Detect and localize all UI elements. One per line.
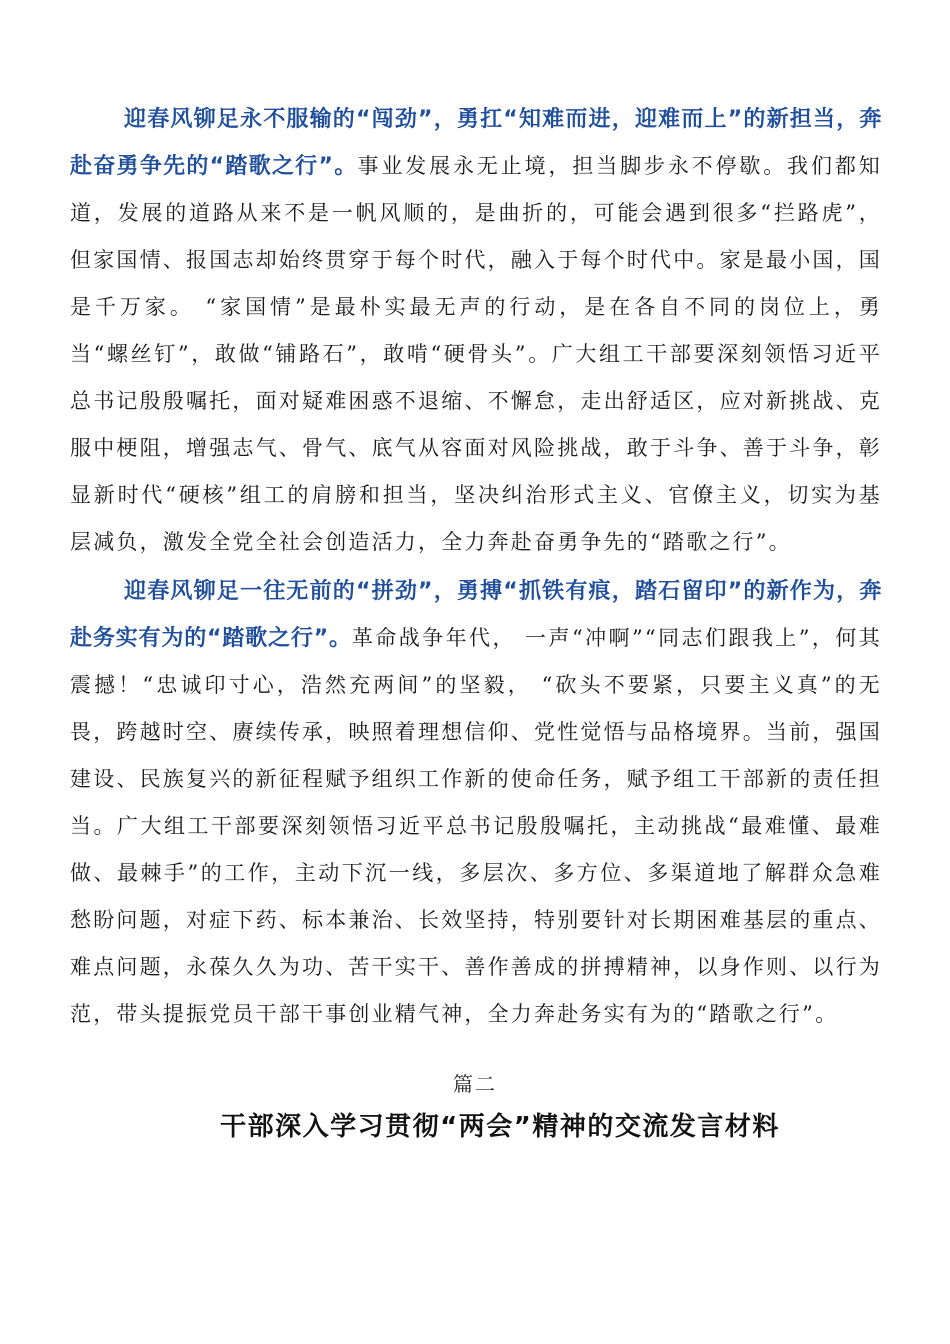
- paragraph-1-body: 事业发展永无止境，担当脚步永不停歇。我们都知道，发展的道路从来不是一帆风顺的，是曲折的，可能会遇到很多“拦路虎”，但家国情、报国志却始终贯穿于每个时代，融入于每个时代中。家是最小国，国是千万家。 “家国情”是最朴实最无声的行动，是在各自不同的岗位上，勇当“螺丝钉”，敢做“铺路石”，敢啃“硬骨头”。广大组工干部要深刻领悟习近平总书记殷殷嘱托，面对疑难困惑不退缩、不懈怠，走出舒适区，应对新挑战、克服中梗阻，增强志气、骨气、底气从容面对风险挑战，敢于斗争、善于斗争，彰显新时代“硬核”组工的肩膀和担当，坚决纠治形式主义、官僚主义，切实为基层减负，激发全党全社会创造活力，全力奔赴奋勇争先的“踏歌之行”。: [70, 154, 882, 554]
- document-title: 干部深入学习贯彻“两会”精神的交流发言材料: [220, 1112, 780, 1142]
- section-label: 篇二: [453, 1072, 497, 1096]
- paragraph-1-lead: 迎春风铆足永不服输的“闯劲”，勇扛“知难而进，迎难而上”的新担当，奔赴奋勇争先的“踏歌之行”。: [70, 107, 882, 179]
- paragraph-2: [70, 568, 882, 1038]
- paragraph-1: [70, 96, 882, 566]
- paragraph-2-lead: 迎春风铆足一往无前的“拼劲”，勇搏“抓铁有痕，踏石留印”的新作为，奔赴务实有为的“踏歌之行”。: [70, 579, 882, 651]
- document-body: [70, 96, 882, 1038]
- paragraph-2-body: 革命战争年代， 一声“冲啊”“同志们跟我上”，何其震撼！“忠诚印寸心，浩然充两间”的坚毅， “砍头不要紧，只要主义真”的无畏，跨越时空、赓续传承，映照着理想信仰、党性觉悟与品格境界。当前，强国建设、民族复兴的新征程赋予组织工作新的使命任务，赋予组工干部新的责任担当。广大组工干部要深刻领悟习近平总书记殷殷嘱托，主动挑战“最难懂、最难做、最棘手”的工作，主动下沉一线，多层次、多方位、多渠道地了解群众急难愁盼问题，对症下药、标本兼治、长效坚持，特别要针对长期困难基层的重点、难点问题，永葆久久为功、苦干实干、善作善成的拼搏精神，以身作则、以行为范，带头提振党员干部干事创业精气神，全力奔赴务实有为的“踏歌之行”。: [70, 626, 883, 1026]
